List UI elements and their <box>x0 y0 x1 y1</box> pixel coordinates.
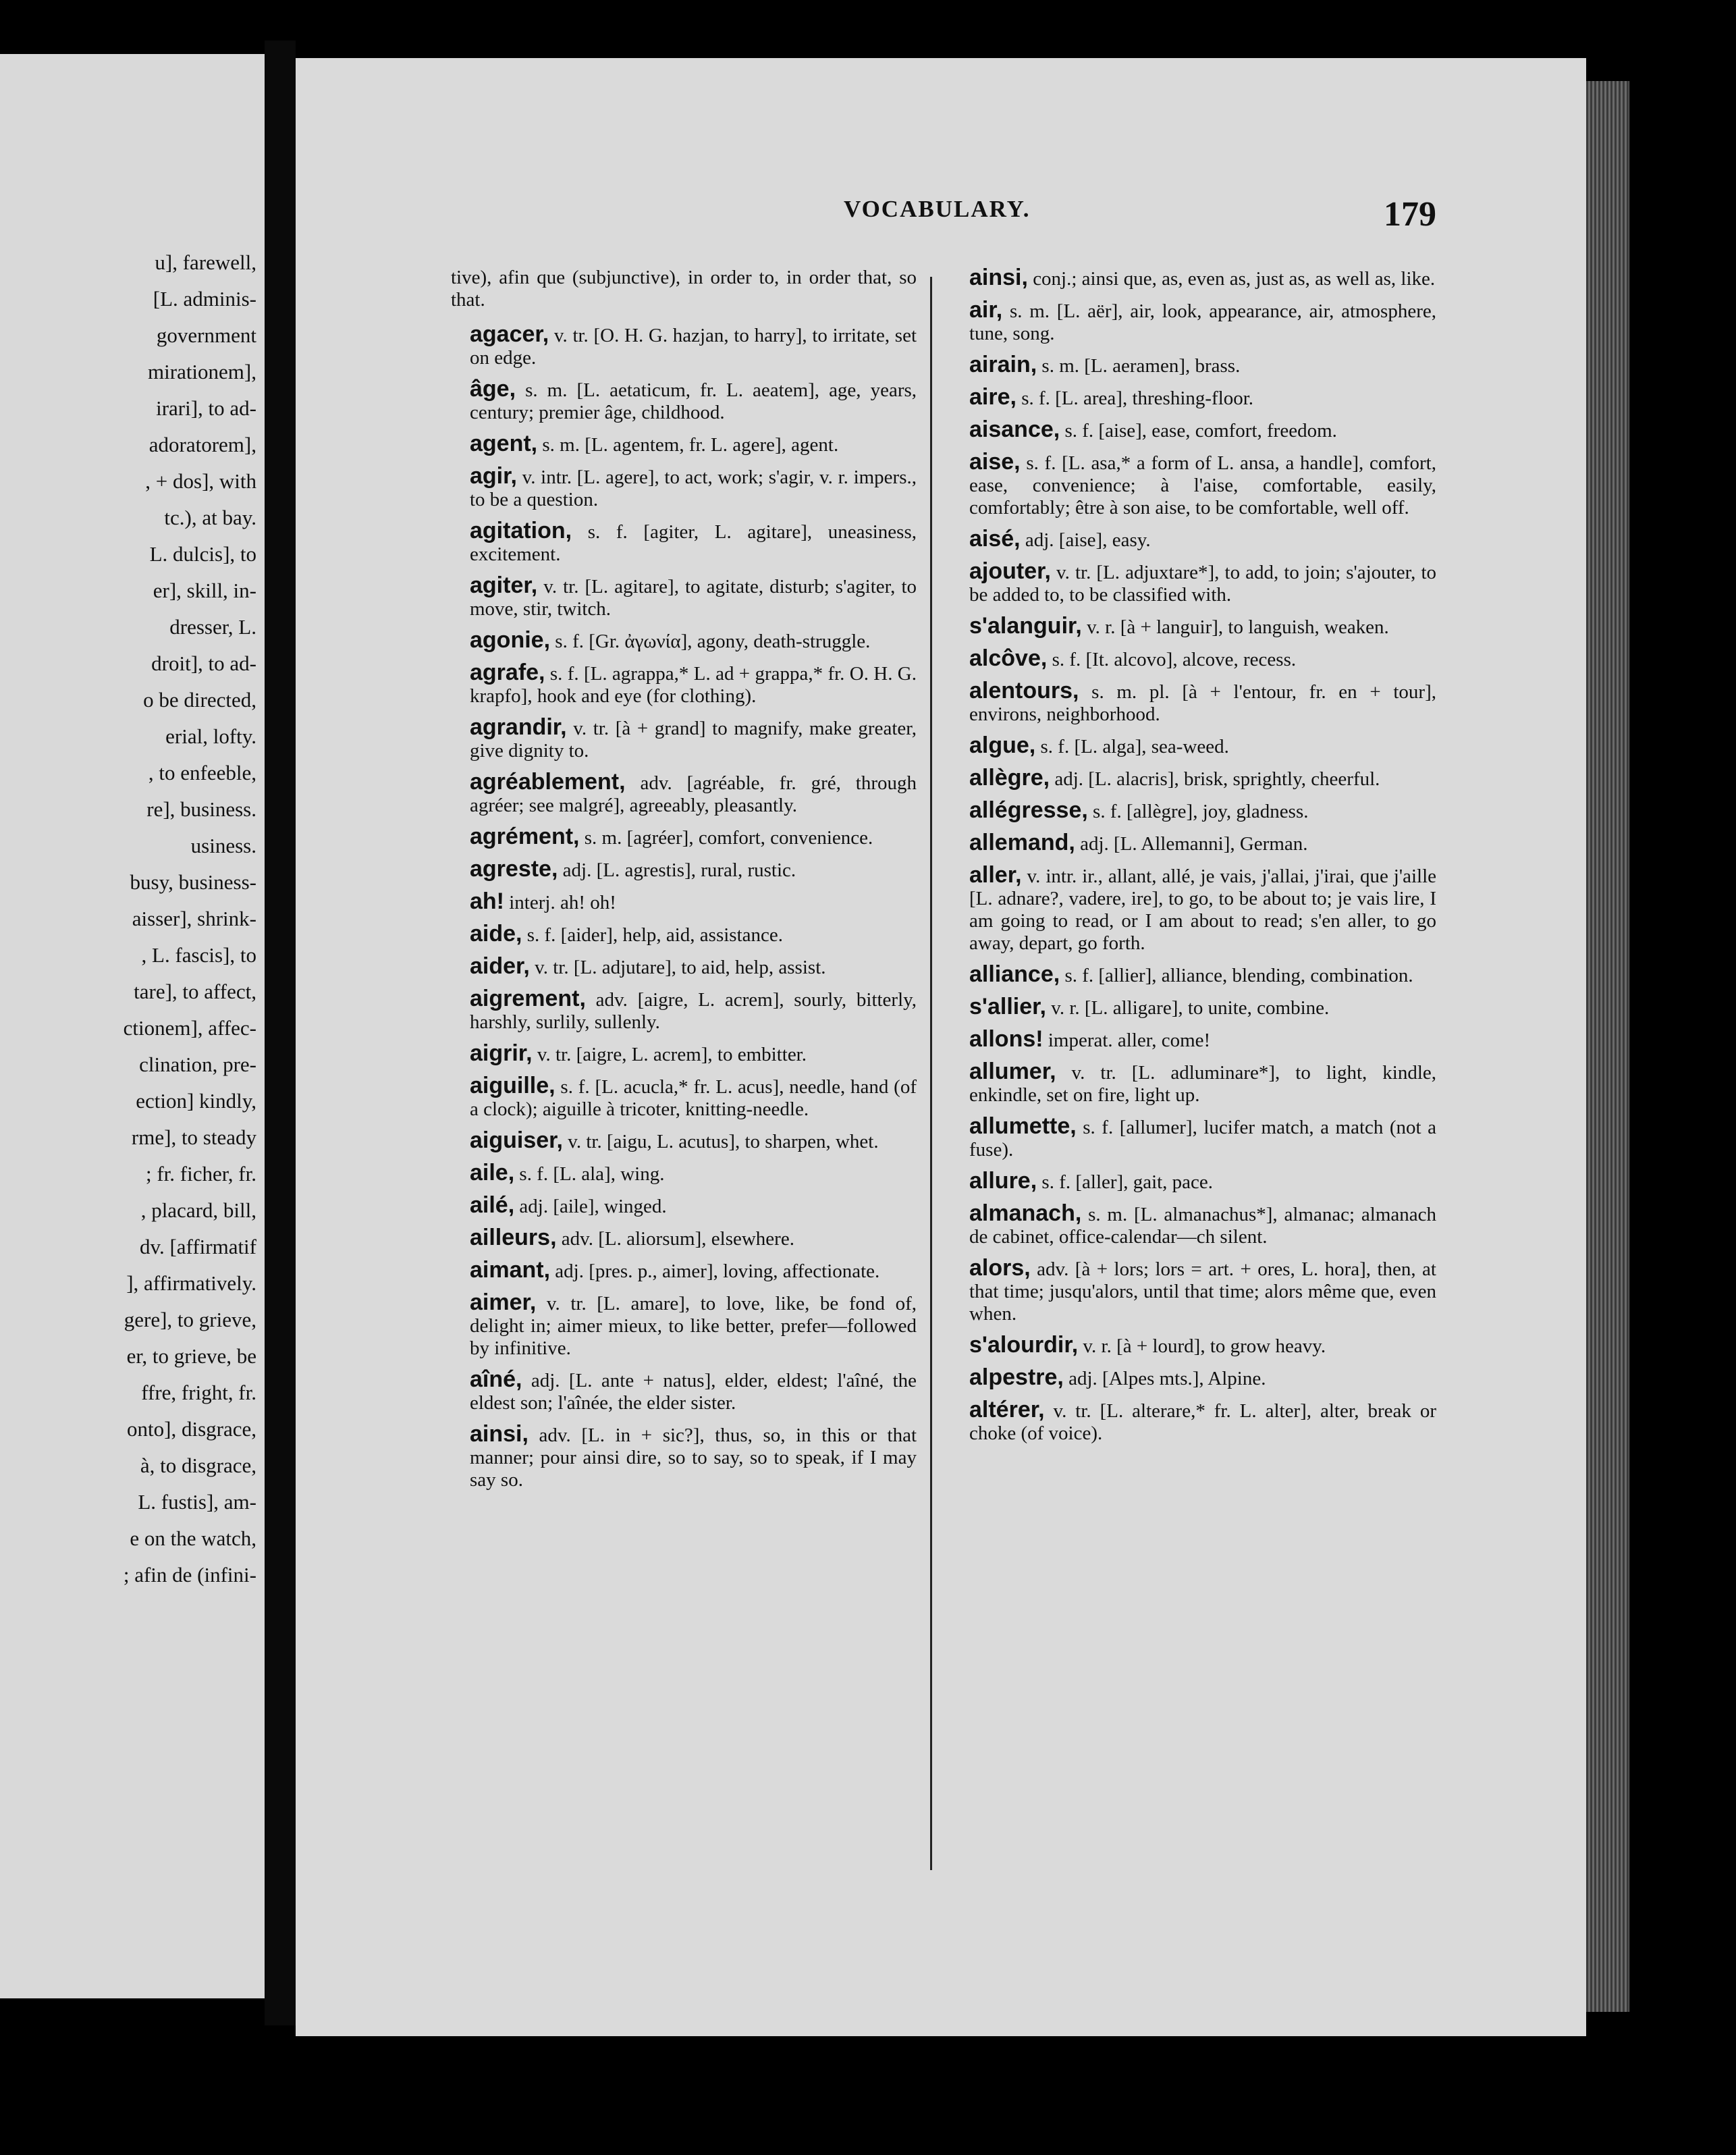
dictionary-entry <box>451 1129 917 1153</box>
left-page-line: re], business. <box>146 797 256 821</box>
entry-definition: s. f. [L. ala], wing. <box>519 1163 665 1185</box>
entry-headword: aigrir, <box>470 1040 533 1066</box>
entry-headword: agent, <box>470 431 538 456</box>
dictionary-entry <box>950 735 1436 758</box>
entry-definition: v. r. [L. alligare], to unite, combine. <box>1051 997 1330 1019</box>
entry-definition: s. f. [It. alcovo], alcove, recess. <box>1052 649 1297 670</box>
entry-headword: alliance, <box>969 961 1060 987</box>
entry-definition: adv. [aigre, L. acrem], sourly, bitterly, harshly, surlily, sullenly. <box>470 989 917 1033</box>
entry-definition: s. f. [aller], gait, pace. <box>1041 1171 1214 1193</box>
dictionary-entry <box>451 1423 917 1491</box>
entry-definition: v. r. [à + languir], to languish, weaken. <box>1087 616 1389 638</box>
left-page-line: tare], to affect, <box>134 980 256 1003</box>
dictionary-entry <box>451 923 917 947</box>
left-page-line: usiness. <box>190 834 256 857</box>
left-page-line: u], farewell, <box>155 250 256 274</box>
entry-definition: adv. [L. in + sic?], thus, so, in this or that manner; pour ainsi dire, so to say, so to speak, if I may say so. <box>470 1425 917 1491</box>
dictionary-entry <box>950 963 1436 987</box>
left-page-line: , to enfeeble, <box>148 761 256 784</box>
entry-headword: aimant, <box>470 1257 551 1283</box>
left-page-line: ection] kindly, <box>136 1089 256 1113</box>
dictionary-entry <box>950 386 1436 410</box>
left-page-line: L. fustis], am- <box>138 1490 256 1514</box>
entry-definition: adj. [aise], easy. <box>1025 529 1151 551</box>
dictionary-entry <box>451 890 917 914</box>
dictionary-entry <box>451 662 917 708</box>
dictionary-entry <box>451 1194 917 1218</box>
left-page-line: ctionem], affec- <box>123 1016 256 1040</box>
left-page-line: gere], to grieve, <box>124 1308 256 1331</box>
dictionary-entry <box>451 378 917 424</box>
left-page-line: erial, lofty. <box>165 724 256 748</box>
dictionary-entry <box>451 433 917 456</box>
dictionary-entry <box>950 1028 1436 1052</box>
entry-headword: agreste, <box>470 856 558 882</box>
dictionary-entry <box>950 1399 1436 1445</box>
entry-headword: aide, <box>470 921 522 947</box>
dictionary-entry <box>950 1115 1436 1161</box>
dictionary-entry <box>950 680 1436 726</box>
entry-headword: s'alanguir, <box>969 613 1082 639</box>
left-page-line: , + dos], with <box>145 469 256 493</box>
vocabulary-column-left <box>451 267 917 1500</box>
dictionary-entry <box>451 771 917 817</box>
dictionary-entry <box>451 988 917 1034</box>
entry-headword: almanach, <box>969 1200 1082 1226</box>
entry-headword: agacer, <box>470 321 549 347</box>
dictionary-entry <box>451 955 917 979</box>
dictionary-entry <box>950 1334 1436 1358</box>
left-page-line: er, to grieve, be <box>126 1344 256 1368</box>
entry-definition: s. f. [allumer], lucifer match, a match (not a fuse). <box>969 1117 1436 1161</box>
entry-definition: v. tr. [L. adluminare*], to light, kindle, enkindle, set on fire, light up. <box>969 1062 1437 1106</box>
entry-definition: s. m. pl. [à + l'entour, fr. en + tour], environs, neighborhood. <box>969 681 1436 725</box>
left-page-line: mirationem], <box>148 360 256 383</box>
left-page-line: dresser, L. <box>169 615 256 639</box>
left-page-line: ], affirmatively. <box>126 1271 256 1295</box>
entry-definition: conj.; ainsi que, as, even as, just as, as well as, like. <box>1033 268 1436 290</box>
page-number: 179 <box>1384 195 1436 234</box>
entry-definition: s. f. [allègre], joy, gladness. <box>1093 801 1309 822</box>
entry-definition: imperat. aller, come! <box>1048 1030 1211 1051</box>
entry-definition: adj. [L. alacris], brisk, sprightly, cheerful. <box>1054 768 1380 790</box>
dictionary-entry <box>950 560 1436 606</box>
entry-definition: s. m. [L. aër], air, look, appearance, air, atmosphere, tune, song. <box>969 300 1436 344</box>
entry-headword: alors, <box>969 1255 1031 1281</box>
dictionary-entry <box>950 615 1436 639</box>
entry-definition: adj. [pres. p., aimer], loving, affectionate. <box>555 1260 880 1282</box>
entry-definition: v. tr. [aigu, L. acutus], to sharpen, whet. <box>568 1131 879 1152</box>
entry-definition: v. tr. [O. H. G. hazjan, to harry], to irritate, set on edge. <box>470 325 917 369</box>
left-page-line: er], skill, in- <box>153 579 256 602</box>
left-page-line: ; afin de (infini- <box>123 1563 256 1587</box>
dictionary-entry <box>950 832 1436 855</box>
dictionary-entry <box>950 799 1436 823</box>
entry-headword: alpestre, <box>969 1364 1064 1390</box>
entry-definition: adj. [L. agrestis], rural, rustic. <box>562 859 796 881</box>
entry-definition: v. r. [à + lourd], to grow heavy. <box>1083 1335 1326 1357</box>
dictionary-entry <box>451 1042 917 1066</box>
entry-headword: algue, <box>969 733 1036 758</box>
dictionary-entry <box>950 267 1436 290</box>
dictionary-entry <box>451 1289 917 1360</box>
dictionary-entry <box>451 1162 917 1186</box>
dictionary-entry <box>950 451 1436 519</box>
left-page-line: ffre, fright, fr. <box>141 1381 256 1404</box>
dictionary-entry <box>451 520 917 566</box>
left-page <box>0 54 265 1998</box>
entry-headword: aile, <box>470 1160 515 1186</box>
entry-definition: v. tr. [L. alterare,* fr. L. alter], alter, break or choke (of voice). <box>969 1400 1437 1444</box>
entry-definition: s. m. [L. aetaticum, fr. L. aeatem], age, years, century; premier âge, childhood. <box>470 379 917 423</box>
dictionary-entry <box>950 1202 1436 1248</box>
entry-definition: v. tr. [L. agitare], to agitate, disturb; s'agiter, to move, stir, twitch. <box>470 576 917 620</box>
entry-headword: aisance, <box>969 417 1060 442</box>
entry-headword: agonie, <box>470 627 551 653</box>
page-edge <box>1586 81 1629 2012</box>
left-page-line: e on the watch, <box>130 1526 256 1550</box>
entry-headword: agitation, <box>470 518 572 543</box>
dictionary-entry <box>451 716 917 762</box>
left-page-line: , placard, bill, <box>140 1198 256 1222</box>
left-page-line: à, to disgrace, <box>140 1454 256 1477</box>
entry-headword: allégresse, <box>969 797 1088 823</box>
entry-definition: adj. [L. Allemanni], German. <box>1080 833 1308 855</box>
dictionary-entry <box>950 1366 1436 1390</box>
entry-definition: s. f. [aider], help, aid, assistance. <box>526 924 784 946</box>
entry-headword: agrafe, <box>470 660 545 685</box>
entry-headword: aider, <box>470 953 530 979</box>
entry-headword: aiguille, <box>470 1073 555 1098</box>
dictionary-entry <box>950 1061 1436 1107</box>
entry-headword: agiter, <box>470 573 538 598</box>
entry-headword: aire, <box>969 384 1016 410</box>
left-page-line: clination, pre- <box>139 1053 256 1076</box>
entry-headword: allons! <box>969 1026 1043 1052</box>
entry-definition: adj. [aile], winged. <box>519 1196 667 1217</box>
entry-definition: adv. [à + lors; lors = art. + ores, L. hora], then, at that time; jusqu'alors, until that time; alors même que, even when. <box>969 1258 1436 1325</box>
left-page-line: ; fr. ficher, fr. <box>145 1162 256 1186</box>
dictionary-entry <box>950 354 1436 377</box>
entry-headword: aisé, <box>969 526 1021 552</box>
left-page-line: [L. adminis- <box>153 287 256 311</box>
left-page-line: rme], to steady <box>131 1125 256 1149</box>
entry-headword: agir, <box>470 463 517 489</box>
left-page-line: government <box>156 323 256 347</box>
dictionary-entry <box>451 465 917 511</box>
left-page-line: o be directed, <box>143 688 256 712</box>
left-page-line: aisser], shrink- <box>132 907 256 930</box>
entry-definition: v. tr. [L. adjuxtare*], to add, to join; s'ajouter, to be added to, to be classified with. <box>969 562 1437 606</box>
dictionary-entry <box>451 858 917 882</box>
entry-headword: aller, <box>969 862 1022 888</box>
dictionary-entry <box>451 826 917 849</box>
entry-headword: âge, <box>470 376 516 402</box>
dictionary-entry <box>451 629 917 653</box>
left-page-line: L. dulcis], to <box>149 542 256 566</box>
dictionary-entry <box>451 1075 917 1121</box>
entry-headword: aîné, <box>470 1366 522 1392</box>
entry-headword: agréablement, <box>470 769 626 795</box>
entry-headword: ailé, <box>470 1192 515 1218</box>
entry-definition: s. f. [Gr. ἀγωνία], agony, death-struggle. <box>555 631 871 652</box>
entry-definition: s. f. [L. alga], sea-weed. <box>1040 736 1229 757</box>
entry-definition: s. f. [L. area], threshing-floor. <box>1021 388 1254 409</box>
entry-definition: v. tr. [L. adjutare], to aid, help, assist. <box>535 957 826 978</box>
left-page-line: , L. fascis], to <box>141 943 256 967</box>
entry-headword: air, <box>969 297 1003 323</box>
entry-headword: airain, <box>969 352 1037 377</box>
entry-definition: s. m. [L. agentem, fr. L. agere], agent. <box>542 434 839 456</box>
dictionary-entry <box>950 299 1436 345</box>
dictionary-entry <box>950 996 1436 1019</box>
dictionary-entry <box>950 647 1436 671</box>
entry-headword: allemand, <box>969 830 1075 855</box>
entry-definition: interj. ah! oh! <box>509 892 616 913</box>
left-page-text-fragments <box>0 250 256 1599</box>
left-page-line: irari], to ad- <box>156 396 256 420</box>
entry-definition: s. m. [L. aeramen], brass. <box>1041 355 1241 377</box>
left-page-line: tc.), at bay. <box>164 506 256 529</box>
vocabulary-column-right <box>950 267 1436 1454</box>
left-page-line: onto], disgrace, <box>127 1417 256 1441</box>
entry-headword: ah! <box>470 888 504 914</box>
entry-headword: ajouter, <box>969 558 1051 584</box>
entry-headword: agrandir, <box>470 714 567 740</box>
dictionary-entry <box>950 864 1436 955</box>
entry-definition: s. m. [L. almanachus*], almanac; almanach de cabinet, office-calendar—ch silent. <box>969 1204 1436 1248</box>
running-header: VOCABULARY. <box>844 196 1031 222</box>
entry-headword: altérer, <box>969 1397 1045 1422</box>
entry-headword: allure, <box>969 1168 1037 1194</box>
dictionary-entry <box>950 528 1436 552</box>
entry-headword: ainsi, <box>969 265 1028 290</box>
entry-definition: s. f. [allier], alliance, blending, combination. <box>1064 965 1413 986</box>
entry-headword: allègre, <box>969 765 1050 791</box>
entry-definition: v. tr. [à + grand] to magnify, make greater, give dignity to. <box>470 718 917 762</box>
entry-headword: alentours, <box>969 678 1079 703</box>
entry-definition: s. m. [agréer], comfort, convenience. <box>584 827 873 849</box>
entry-headword: aimer, <box>470 1289 537 1315</box>
entry-definition: v. intr. ir., allant, allé, je vais, j'allai, j'irai, que j'aille [L. adnare?, vadere, ire], to go, to be about to; je vais lire, I am going to read, or I am about to read; s'en aller, to go away, depart, go forth. <box>969 866 1437 954</box>
left-page-line: dv. [affirmatif <box>139 1235 256 1258</box>
left-page-line: droit], to ad- <box>151 651 256 675</box>
entry-definition: adj. [Alpes mts.], Alpine. <box>1068 1368 1266 1389</box>
entry-headword: aise, <box>969 449 1021 475</box>
entry-definition: adv. [L. aliorsum], elsewhere. <box>561 1228 794 1250</box>
entry-definition: adv. [agréable, fr. gré, through agréer; see malgré], agreeably, pleasantly. <box>470 772 917 816</box>
left-page-line: busy, business- <box>130 870 256 894</box>
entry-definition: v. tr. [L. amare], to love, like, be fond of, delight in; aimer mieux, to like better, prefer—followed by infinitive. <box>470 1293 917 1359</box>
entry-definition: tive), afin que (subjunctive), in order to, in order that, so that. <box>451 267 917 311</box>
dictionary-entry <box>950 1257 1436 1325</box>
dictionary-entry <box>451 323 917 369</box>
entry-definition: s. f. [L. agrappa,* L. ad + grappa,* fr. O. H. G. krapfo], hook and eye (for clothing). <box>470 663 917 707</box>
dictionary-entry <box>451 1259 917 1283</box>
left-page-line: adoratorem], <box>148 433 256 456</box>
column-divider <box>930 277 932 1870</box>
entry-headword: allumette, <box>969 1113 1077 1139</box>
entry-definition: s. f. [L. asa,* a form of L. ansa, a handle], comfort, ease, convenience; à l'aise, comfortable, easily, comfortably; être à son aise, to be comfortable, well off. <box>969 452 1436 518</box>
entry-definition: v. intr. [L. agere], to act, work; s'agir, v. r. impers., to be a question. <box>470 467 917 510</box>
entry-headword: aigrement, <box>470 986 586 1011</box>
entry-definition: s. f. [L. acucla,* fr. L. acus], needle, hand (of a clock); aiguille à tricoter, knitting-needle. <box>470 1076 917 1120</box>
dictionary-entry <box>950 1170 1436 1194</box>
entry-headword: ailleurs, <box>470 1225 557 1250</box>
entry-headword: alcôve, <box>969 645 1048 671</box>
entry-headword: agrément, <box>470 824 580 849</box>
dictionary-entry <box>950 767 1436 791</box>
dictionary-entry <box>451 1368 917 1414</box>
entry-headword: s'alourdir, <box>969 1332 1079 1358</box>
dictionary-entry <box>451 575 917 620</box>
dictionary-entry <box>451 267 917 311</box>
entry-definition: s. f. [agiter, L. agitare], uneasiness, excitement. <box>470 521 917 565</box>
dictionary-entry <box>950 419 1436 442</box>
entry-headword: ainsi, <box>470 1421 528 1447</box>
entry-headword: aiguiser, <box>470 1127 563 1153</box>
entry-headword: allumer, <box>969 1059 1056 1084</box>
book-gutter <box>265 41 296 2025</box>
entry-headword: s'allier, <box>969 994 1046 1019</box>
dictionary-entry <box>451 1227 917 1250</box>
entry-definition: v. tr. [aigre, L. acrem], to embitter. <box>537 1044 807 1065</box>
entry-definition: s. f. [aise], ease, comfort, freedom. <box>1064 420 1337 442</box>
entry-definition: adj. [L. ante + natus], elder, eldest; l'aîné, the eldest son; l'aînée, the elder sister. <box>470 1370 917 1414</box>
